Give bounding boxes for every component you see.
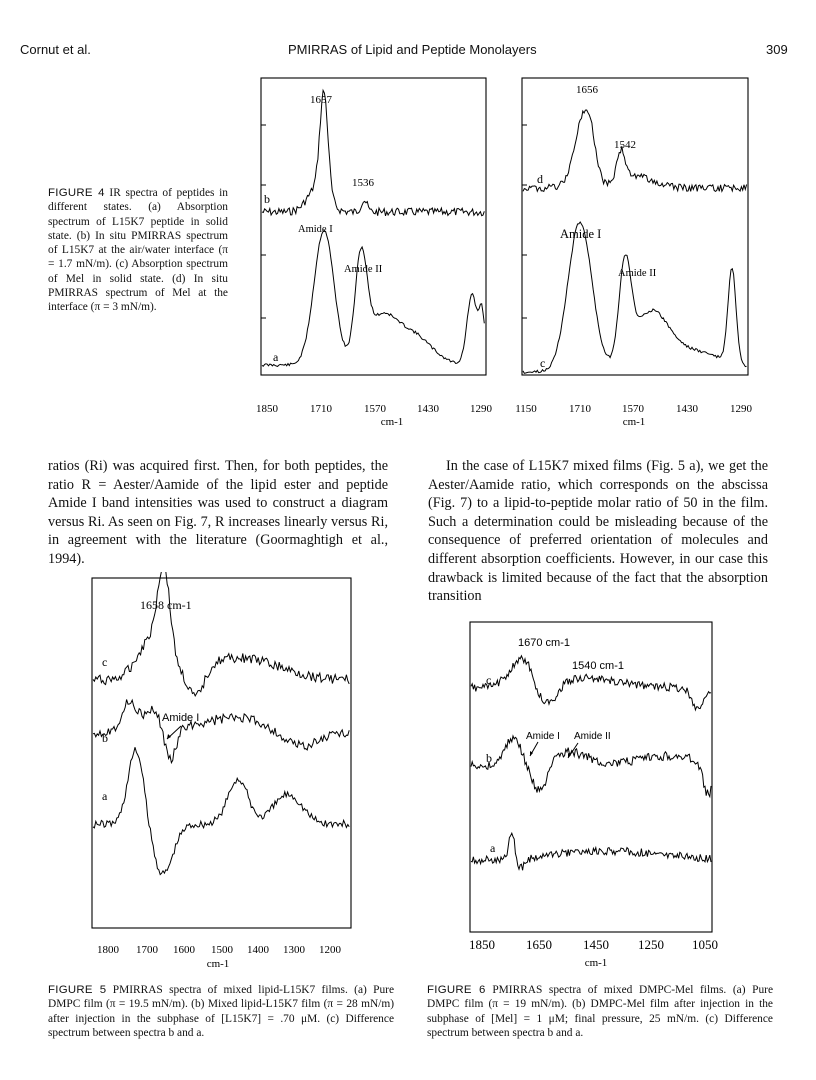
body-text-right: In the case of L15K7 mixed films (Fig. 5 a), we get the Aester/Aamide ratio, which corresponds on the abscissa (Fig. 7) to a lipid-to-peptide molar ratio of 50 in the film. Such a determination could be misleading because of the consequence of preferred orientation of molecules and different absorption coefficients. However, in our case this drawback is limited because of the fact that the absorption transition [428, 458, 768, 605]
figure5-caption-title: FIGURE 5 [48, 984, 107, 996]
x-tick-right-1430: 1430 [676, 403, 698, 415]
x-tick-left-1570: 1570 [364, 403, 386, 415]
x-tick-left-1710: 1710 [310, 403, 332, 415]
amide-ii-label: Amide II [344, 264, 383, 275]
x-tick-1800: 1800 [97, 944, 119, 956]
peak-label-1656: 1656 [576, 84, 598, 96]
x-tick-1250: 1250 [638, 937, 664, 952]
peak-label-1540: 1540 cm-1 [572, 660, 624, 672]
running-head-title: PMIRRAS of Lipid and Peptide Monolayers [288, 42, 537, 57]
peak-label-1657: 1657 [310, 94, 332, 106]
x-tick-1450: 1450 [583, 937, 609, 952]
x-tick-right-1290: 1290 [730, 403, 752, 415]
trace-label-a: a [490, 841, 496, 855]
spectrum-b-mixed-film [93, 700, 349, 763]
amide-i-label-right: Amide I [560, 227, 602, 241]
x-axis-label: cm-1 [206, 958, 230, 970]
figure5-caption [48, 983, 394, 1040]
figure4-caption-text: IR spectra of peptides in different states. (a) Absorption spectrum of L15K7 peptide in solid state. (b) In situ PMIRRAS spectrum of L15K7 at the air/water interface (π = 1.7 mN/m). (c) Absorption spectrum of Mel in solid state. (d) In situ PMIRRAS spectrum of Mel at the interface (π = 3 mN/m). [48, 187, 229, 314]
x-tick-left-1850: 1850 [256, 403, 278, 415]
amide-i-label-fig5: Amide I [162, 712, 200, 724]
figure4-right-frame [522, 78, 748, 375]
trace-label-a: a [273, 350, 279, 364]
figure6-caption [427, 983, 773, 1040]
figure4-spectra [240, 70, 770, 430]
spectrum-a-pure-dmpc [93, 747, 349, 874]
figure6-caption-title: FIGURE 6 [427, 984, 486, 996]
spectrum-c-mel-solid [523, 222, 747, 373]
x-tick-1300: 1300 [283, 944, 305, 956]
x-tick-1400: 1400 [247, 944, 269, 956]
x-tick-1600: 1600 [173, 944, 195, 956]
peak-label-1542: 1542 [614, 139, 636, 151]
x-tick-right-1710: 1710 [569, 403, 591, 415]
spectrum-a-l15k7-solid [262, 231, 484, 367]
x-tick-1650: 1650 [526, 937, 552, 952]
x-tick-1200: 1200 [319, 944, 341, 956]
figure6-spectra [468, 616, 730, 972]
x-tick-1500: 1500 [211, 944, 233, 956]
trace-label-b: b [486, 751, 492, 765]
running-head-authors: Cornut et al. [20, 42, 91, 57]
amide-i-arrowhead [167, 734, 171, 739]
peak-label-1670: 1670 cm-1 [518, 637, 570, 649]
spectrum-b-l15k7-pmirras [262, 90, 484, 215]
figure5-caption-text: PMIRRAS spectra of mixed lipid-L15K7 films. (a) Pure DMPC film (π = 19.5 mN/m). (b) Mixed lipid-L15K7 film (π = 28 mN/m) after injection in the subphase of [L15K7] = .70 μM. (c) Difference spectrum between spectra b and a. [48, 984, 394, 1039]
figure4-caption [48, 186, 228, 315]
trace-label-b: b [102, 731, 108, 745]
spectrum-a-pure-dmpc [471, 833, 711, 870]
peak-label-1658: 1658 cm-1 [140, 598, 192, 612]
trace-label-c: c [102, 655, 108, 669]
x-axis-label-right: cm-1 [622, 416, 646, 428]
amide-ii-label-fig6: Amide II [574, 731, 611, 742]
figure4-left-frame [261, 78, 486, 375]
x-tick-left-1150: 1150 [515, 403, 537, 415]
trace-label-d: d [537, 172, 543, 186]
trace-label-c: c [540, 356, 546, 370]
page-number: 309 [766, 42, 788, 57]
x-tick-1850: 1850 [469, 937, 495, 952]
figure5-frame [92, 578, 351, 928]
amide-ii-label-right: Amide II [618, 268, 657, 279]
x-axis-label-left: cm-1 [380, 416, 404, 428]
x-tick-left-1430: 1430 [417, 403, 439, 415]
spectrum-b-dmpc-mel [471, 736, 711, 797]
trace-label-a: a [102, 789, 108, 803]
peak-label-1536: 1536 [352, 177, 374, 189]
amide-i-label-fig6: Amide I [526, 731, 560, 742]
x-tick-1050: 1050 [692, 937, 718, 952]
figure4-caption-title: FIGURE 4 [48, 187, 105, 199]
figure6-caption-text: PMIRRAS spectra of mixed DMPC-Mel films. (a) Pure DMPC film (π = 19 mN/m). (b) DMPC-Mel film after injection in the subphase of [Mel] = 1 μM; final pressure, 25 mN/m. (c) Difference spectrum between spectra b and a. [427, 984, 773, 1039]
spectrum-c-difference [93, 572, 349, 696]
trace-label-b: b [264, 192, 270, 206]
figure5-spectra [88, 572, 358, 972]
amide-i-label: Amide I [298, 224, 333, 235]
x-tick-1700: 1700 [136, 944, 158, 956]
body-text-left: ratios (Ri) was acquired first. Then, for both peptides, the ratio R = Aester/Aamide of the lipid ester and peptide Amide I band intensities was used to construct a diagram versus Ri. As seen on Fig. 7, R increases linearly versus Ri, in agreement with the literature (Goormaghtigh et al., 1994). [48, 458, 388, 567]
trace-label-c: c [486, 673, 492, 687]
x-tick-left-1290: 1290 [470, 403, 492, 415]
x-axis-label: cm-1 [584, 957, 608, 969]
x-tick-right-1570: 1570 [622, 403, 644, 415]
